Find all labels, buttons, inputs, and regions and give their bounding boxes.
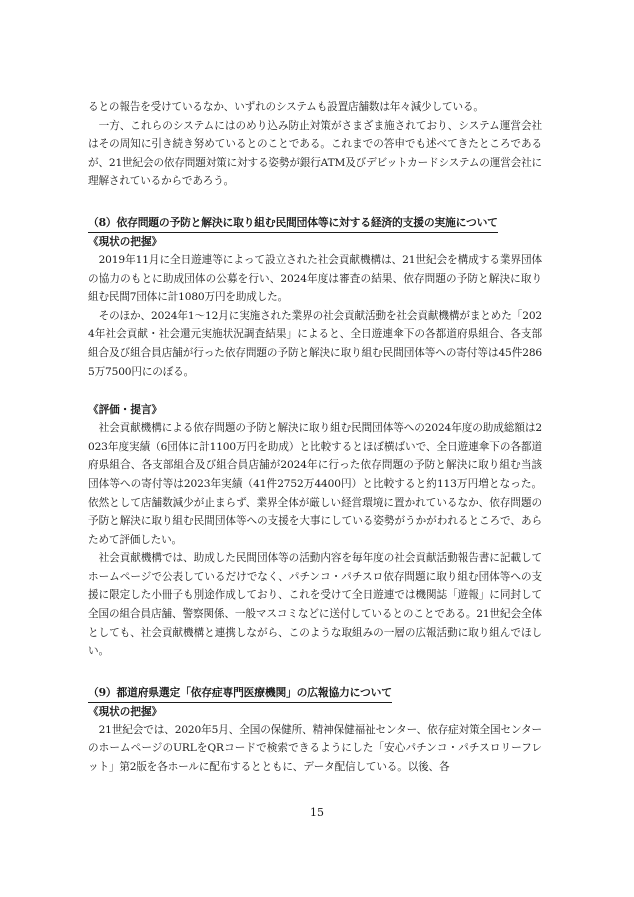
section-8-status-paragraph-1: 2019年11月に全日遊連等によって設立された社会貢献機構は、21世紀会を構成する業界団体の協力のもとに助成団体の公募を行い、2024年度は審査の結果、依存問題の予防と解決に取り組む民間7団体に計1080万円を助成した。 [88, 253, 542, 304]
intro-paragraph-2: 一方、これらのシステムにはのめり込み防止対策がさまざま施されており、システム運営会社はその周知に引き続き努めているとのことである。これまでの答申でも述べてきたところであるが、21世紀会の依存問題対策に対する姿勢が銀行ATM及びデビットカードシステムの運営会社に理解されているからであろう。 [88, 119, 542, 188]
section-8-heading: （8）依存問題の予防と解決に取り組む民間団体等に対する経済的支援の実施について [88, 214, 498, 233]
section-8-eval-paragraph-2: 社会貢献機構では、助成した民間団体等の活動内容を毎年度の社会貢献活動報告書に記載してホームページで公表しているだけでなく、パチンコ・パチスロ依存問題に取り組む団体等への支援に限定した小冊子も別途作成しており、これを受けて全日遊連では機関誌「遊報」に同封して全国の組合員店舗、警察関係、一般マスコミなどに送付しているとのことである。21世紀会全体としても、社会貢献機構と連携しながら、このような取組みの一層の広報活動に取り組んでほしい。 [88, 552, 542, 658]
section-8-status-title: 《現状の把握》 [88, 235, 163, 248]
section-8-eval-title: 《評価・提言》 [88, 404, 163, 417]
section-9-heading: （9）都道府県選定「依存症専門医療機関」の広報協力について [88, 684, 392, 703]
section-8-eval-paragraph-1: 社会貢献機構による依存問題の予防と解決に取り組む民間団体等への2024年度の助成総額は2023年度実績（6団体に計1100万円を助成）と比較するとほぼ横ばいで、全日遊連傘下の各都道府県組合、各支部組合及び組合員店舗が2024年に行った依存問題の予防と解決に取り組む当該団体等への寄付等は2023年実績（41件2752万4400円）と比較すると約113万円増となった。依然として店舗数減少が止まらず、業界全体が厳しい経営環境に置かれているなか、依存問題の予防と解決に取り組む民間団体等への支援を大事にしている姿勢がうかがわれるところで、あらためて評価したい。 [88, 422, 542, 546]
page-number: 15 [310, 806, 324, 819]
section-9-status-paragraph-1: 21世紀会では、2020年5月、全国の保健所、精神保健福祉センター、依存症対策全国センターのホームページのURLをQRコードで検索できるようにした「安心パチンコ・パチスロリーフレット」第2版を各ホールに配布するとともに、データ配信している。以後、各 [88, 723, 542, 774]
intro-paragraph-1: るとの報告を受けているなか、いずれのシステムも設置店舗数は年々減少している。 [88, 101, 484, 113]
page-content [88, 98, 542, 777]
section-8-status-paragraph-2: そのほか、2024年1～12月に実施された業界の社会貢献活動を社会貢献機構がまとめた「2024年社会貢献・社会還元実施状況調査結果」によると、全日遊連傘下の各都道府県組合、各支部組合及び組合員店舗が行った依存問題の予防と解決に取り組む民間団体等への寄付等は45件2865万7500円にのぼる。 [88, 309, 542, 378]
section-9-status-title: 《現状の把握》 [88, 705, 163, 718]
